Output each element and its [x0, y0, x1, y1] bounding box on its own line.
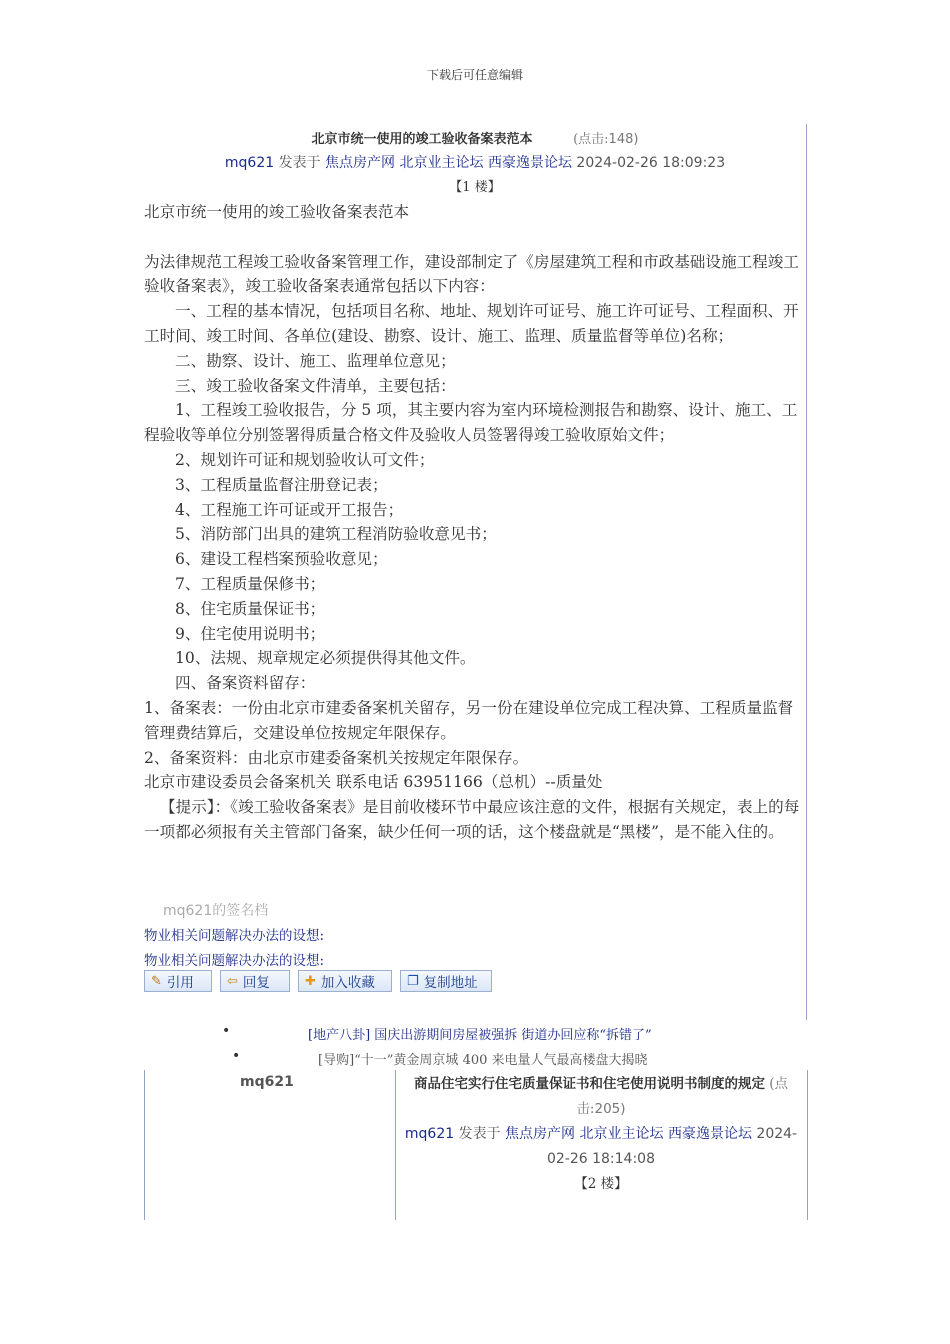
signature-label: 的签名档	[212, 903, 269, 919]
body-list-item: 8、住宅质量保证书；	[175, 599, 326, 618]
author-link[interactable]: mq621	[224, 155, 275, 171]
body-paragraph: 二、勘察、设计、施工、监理单位意见；	[175, 351, 456, 370]
post-click-count: (点击:148)	[573, 132, 639, 147]
floor-number: 【1 楼】	[449, 180, 501, 195]
body-list-item: 2、规划许可证和规划验收认可文件；	[175, 450, 435, 469]
related-link[interactable]	[222, 1023, 652, 1043]
post-title: 北京市统一使用的竣工验收备案表范本	[311, 132, 533, 147]
reply-meta	[398, 1122, 804, 1172]
copy-label: 复制地址	[423, 975, 478, 991]
favorite-label: 加入收藏	[320, 975, 375, 991]
related-link[interactable]	[232, 1048, 648, 1068]
body-paragraph: 一、工程的基本情况，包括项目名称、地址、规划许可证号、施工许可证号、工程面积、开工时间、竣工时间、各单位(建设、勘察、设计、施工、监理、质量监督等单位)名称；	[144, 302, 799, 345]
body-gap	[144, 225, 800, 250]
body-tip: 【提示】：《竣工验收备案表》是目前收楼环节中最应该注意的文件，根据有关规定，表上的每一项都必须报有关主管部门备案，缺少任何一项的话，这个楼盘就是“黑楼”，是不能入住的。	[144, 798, 800, 841]
reply-forum-link-focus[interactable]: 焦点房产网	[505, 1126, 576, 1142]
reply-forum-link-beijing[interactable]: 北京业主论坛	[579, 1126, 664, 1142]
tip-line: 物业相关问题解决办法的设想:	[144, 953, 325, 969]
plus-icon: ✚	[305, 973, 316, 989]
add-favorite-button[interactable]	[298, 970, 392, 992]
body-list-item: 7、工程质量保修书；	[175, 574, 326, 593]
reply-content	[398, 1072, 804, 1197]
forum-link-xihao[interactable]: 西豪逸景论坛	[487, 155, 572, 171]
body-list-item: 3、工程质量监督注册登记表；	[175, 475, 388, 494]
header-note: 下载后可任意编辑	[426, 68, 523, 82]
body-paragraph: 三、竣工验收备案文件清单，主要包括：	[175, 376, 456, 395]
body-list-item: 6、建设工程档案预验收意见；	[175, 550, 388, 569]
signature-line	[163, 900, 268, 920]
reply-floor: 【2 楼】	[574, 1176, 628, 1192]
related-link-text: [地产八卦] 国庆出游期间房屋被强拆 街道办回应称“拆错了”	[308, 1028, 652, 1043]
body-list-item: 9、住宅使用说明书；	[175, 624, 326, 643]
related-link-text: [导购]“十一”黄金周京城 400 来电量人气最高楼盘大揭晓	[318, 1053, 648, 1068]
forum-link-beijing[interactable]: 北京业主论坛	[399, 155, 484, 171]
post-toolbar	[144, 970, 492, 992]
body-list-item: 4、工程施工许可证或开工报告；	[175, 500, 404, 519]
posted-in-label: 发表于	[278, 155, 321, 171]
bullet-icon: •	[222, 1023, 231, 1039]
body-paragraph: 2、备案资料：由北京市建委备案机关按规定年限保存。	[144, 748, 529, 767]
quote-button[interactable]	[144, 970, 212, 992]
reply-title: 商品住宅实行住宅质量保证书和住宅使用说明书制度的规定	[413, 1076, 765, 1092]
copy-icon: ❐	[407, 973, 419, 989]
forum-link-focus[interactable]: 焦点房产网	[325, 155, 396, 171]
reply-divider	[395, 1070, 396, 1220]
pencil-icon: ✎	[151, 973, 162, 989]
reply-forum-link-xihao[interactable]: 西豪逸景论坛	[667, 1126, 752, 1142]
body-list-item: 5、消防部门出具的建筑工程消防验收意见书；	[175, 525, 497, 544]
reply-date: 2024-02-26 18:14:08	[546, 1126, 798, 1167]
body-list-item: 10、法规、规章规定必须提供得其他文件。	[175, 649, 476, 668]
body-paragraph: 1、备案表：一份由北京市建委备案机关留存，另一份在建设单位完成工程决算、工程质量监督管理费结算后，交建设单位按规定年限保存。	[144, 698, 794, 742]
body-heading: 北京市统一使用的竣工验收备案表范本	[144, 203, 410, 221]
post-meta	[144, 152, 806, 172]
quote-label: 引用	[166, 975, 194, 991]
reply-click-count: (点击:205)	[576, 1076, 789, 1117]
body-contact: 北京市建设委员会备案机关 联系电话 63951166（总机）--质量处	[144, 773, 603, 792]
reply-author[interactable]: mq621	[240, 1074, 294, 1090]
body-paragraph: 为法律规范工程竣工验收备案管理工作，建设部制定了《房屋建筑工程和市政基础设施工程竣工验收备案表》，竣工验收备案表通常包括以下内容：	[144, 252, 799, 296]
reply-author-link[interactable]: mq621	[404, 1126, 455, 1142]
post-date: 2024-02-26 18:09:23	[576, 155, 726, 171]
signature-user: mq621	[163, 903, 213, 919]
post-title-line	[144, 128, 806, 147]
body-list-item: 1、工程竣工验收报告，分 5 项，其主要内容为室内环境检测报告和勘察、设计、施工、工程验收等单位分别签署得质量合格文件及验收人员签署得竣工验收原始文件；	[144, 401, 798, 445]
tip-line: 物业相关问题解决办法的设想:	[144, 928, 325, 944]
back-arrow-icon: ⇦	[227, 973, 238, 989]
reply-label: 回复	[242, 975, 270, 991]
bullet-icon: •	[232, 1048, 241, 1064]
body-paragraph: 四、备案资料留存：	[175, 674, 316, 693]
copy-address-button[interactable]	[400, 970, 492, 992]
reply-posted-in: 发表于	[458, 1126, 501, 1142]
post-body	[144, 200, 800, 845]
reply-button[interactable]	[220, 970, 290, 992]
